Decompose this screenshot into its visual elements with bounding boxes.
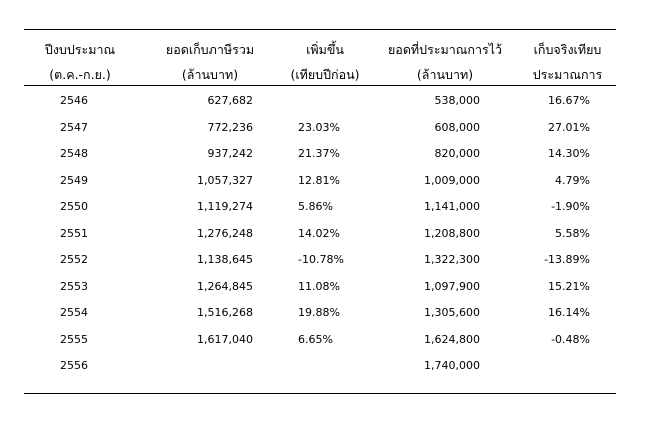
cell-estimate: 1,097,900 [424,279,480,293]
cell-growth: 19.88% [298,306,340,319]
cell-estimate: 820,000 [434,147,480,160]
cell-ratio: 4.79% [555,173,590,187]
cell-ratio: -13.89% [544,253,590,266]
cell-growth: 5.86% [298,200,333,213]
header-estimated [375,37,515,87]
cell-ratio: 16.67% [548,94,590,107]
header-fiscal-year [30,37,130,87]
cell-growth: 6.65% [298,332,333,346]
cell-year: 2554 [60,306,88,319]
header-growth-line2: (เทียบปีก่อน) [290,67,360,82]
cell-ratio: 14.30% [548,147,590,160]
table-row [0,247,653,274]
cell-estimate: 1,208,800 [424,226,480,240]
cell-year: 2546 [60,94,88,107]
cell-estimate: 1,305,600 [424,306,480,319]
cell-total: 1,276,248 [197,226,253,240]
table-row [0,221,653,248]
table-body [0,88,653,380]
header-total-collection-line2: (ล้านบาท) [181,67,239,82]
cell-growth: 21.37% [298,147,340,160]
cell-year: 2551 [60,226,88,240]
cell-year: 2556 [60,359,88,372]
cell-ratio: 27.01% [548,120,590,134]
table-row [0,88,653,115]
header-estimated-line1: ยอดที่ประมาณการไว้ [387,42,502,57]
cell-total: 1,516,268 [197,306,253,319]
cell-growth: 14.02% [298,226,340,240]
cell-estimate: 1,009,000 [424,173,480,187]
cell-year: 2549 [60,173,88,187]
table-row [0,274,653,301]
cell-estimate: 538,000 [434,94,480,107]
header-total-collection [150,37,270,87]
table-row [0,300,653,327]
header-growth [275,37,375,87]
cell-total: 772,236 [207,120,253,134]
cell-year: 2548 [60,147,88,160]
cell-year: 2552 [60,253,88,266]
cell-ratio: -0.48% [551,332,590,346]
cell-growth: -10.78% [298,253,344,266]
header-fiscal-year-line2: (ต.ค.-ก.ย.) [49,67,111,82]
header-growth-line1: เพิ่มขึ้น [306,42,344,57]
table-row [0,327,653,354]
cell-total: 937,242 [207,147,253,160]
cell-estimate: 608,000 [434,120,480,134]
cell-growth: 11.08% [298,279,340,293]
cell-year: 2547 [60,120,88,134]
header-bottom-rule [24,85,616,86]
table-top-rule [24,29,616,30]
table-row [0,115,653,142]
header-fiscal-year-line1: ปีงบประมาณ [44,42,116,57]
header-actual-vs-estimate-line1: เก็บจริงเทียบ [533,42,602,57]
header-actual-vs-estimate-line2: ประมาณการ [532,67,603,82]
cell-estimate: 1,322,300 [424,253,480,266]
cell-total: 1,119,274 [197,200,253,213]
cell-estimate: 1,740,000 [424,359,480,372]
header-estimated-line2: (ล้านบาท) [416,67,474,82]
cell-year: 2550 [60,200,88,213]
cell-ratio: 15.21% [548,279,590,293]
cell-ratio: -1.90% [551,200,590,213]
cell-total: 1,057,327 [197,173,253,187]
cell-ratio: 16.14% [548,306,590,319]
cell-estimate: 1,624,800 [424,332,480,346]
cell-growth: 12.81% [298,173,340,187]
cell-total: 627,682 [207,94,253,107]
cell-total: 1,138,645 [197,253,253,266]
cell-total: 1,617,040 [197,332,253,346]
cell-ratio: 5.58% [555,226,590,240]
table-row [0,168,653,195]
table-row [0,194,653,221]
table-row [0,353,653,380]
cell-year: 2555 [60,332,88,346]
cell-growth: 23.03% [298,120,340,134]
cell-estimate: 1,141,000 [424,200,480,213]
cell-total: 1,264,845 [197,279,253,293]
header-total-collection-line1: ยอดเก็บภาษีรวม [165,42,255,57]
table-row [0,141,653,168]
table-bottom-rule [24,393,616,394]
cell-year: 2553 [60,279,88,293]
header-actual-vs-estimate [515,37,620,87]
